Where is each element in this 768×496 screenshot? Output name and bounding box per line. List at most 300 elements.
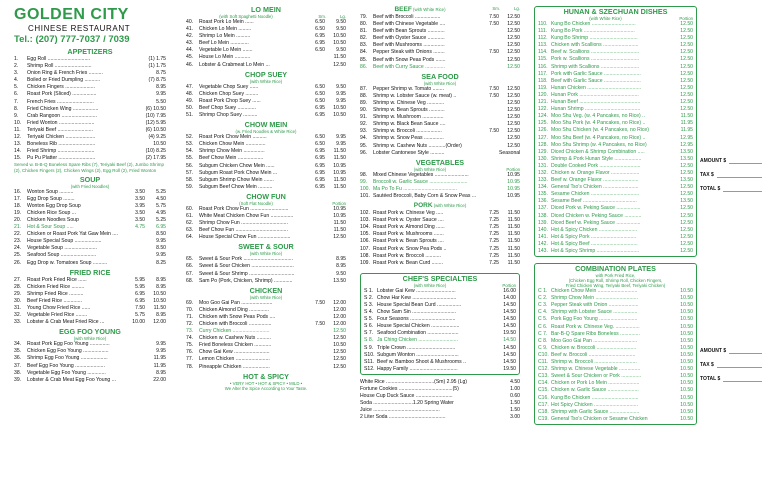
item-number: 110. xyxy=(538,21,548,27)
tax-line-top[interactable]: TAX $ xyxy=(700,164,762,178)
menu-item xyxy=(14,134,166,141)
item-number: 103. xyxy=(360,217,370,224)
item-price-small xyxy=(305,307,325,314)
menu-item xyxy=(186,98,346,105)
item-name: Pork w. Scallions .................................. xyxy=(551,56,640,63)
item-price-large: 11.50 xyxy=(507,210,520,217)
menu-item xyxy=(538,106,693,113)
item-price-large: 12.50 xyxy=(507,107,520,114)
item-price: 10.50 xyxy=(680,408,693,415)
item-number: C 3. xyxy=(538,302,548,309)
item-price-small: 5.75 xyxy=(135,312,145,319)
item-price: 14.50 xyxy=(503,358,516,365)
menu-item xyxy=(14,106,166,113)
item-name: Beef with Broccoli .................. xyxy=(373,14,441,20)
item-price: 12.50 xyxy=(680,248,693,254)
section-title-chicken: CHICKEN xyxy=(249,285,283,295)
menu-item xyxy=(186,349,346,356)
chow-fun-header: (Soft Flat Noodle) Portion xyxy=(239,200,346,206)
item-name: Moo Goo Gai Pan ............................... xyxy=(551,337,638,344)
item-name: Shrimp & Pork Hunan Style ................... xyxy=(551,155,642,162)
item-name: Double Cooked Pork ............................. xyxy=(551,162,641,169)
chefs-list xyxy=(364,288,516,373)
menu-item xyxy=(538,127,693,134)
item-name: Shrimp Lo Mein .......... xyxy=(199,33,251,40)
item-number: 63. xyxy=(186,227,194,234)
menu-item xyxy=(360,231,520,238)
item-price: 12.50 xyxy=(680,35,693,42)
item-price-large: 9.50 xyxy=(336,47,346,54)
menu-item xyxy=(538,113,693,120)
item-price-large: 11.50 xyxy=(333,176,346,183)
item-number: S11. xyxy=(364,358,375,365)
item-number: 84. xyxy=(360,49,368,56)
menu-item xyxy=(538,220,693,227)
item-name: Fried Shrimp .......................... xyxy=(27,148,95,155)
item-price: 12.50 xyxy=(680,212,693,219)
menu-item xyxy=(538,248,693,255)
item-price: 12.50 xyxy=(680,99,693,106)
item-number: C18. xyxy=(538,408,549,415)
vegetables-list xyxy=(360,172,520,200)
item-name: Chicken Fried Rice ......... xyxy=(27,283,85,290)
item-price-large: 12.00 xyxy=(153,319,166,326)
item-name: Chicken Chow Mein ............................ xyxy=(551,288,638,295)
chefs-specialties-box xyxy=(360,273,520,375)
menu-item xyxy=(538,56,693,63)
item-name: Hunan Pork .......................................... xyxy=(551,91,639,98)
item-name: Sesame Chicken .................................. xyxy=(551,191,640,198)
item-price-large: 12.00 xyxy=(333,299,346,306)
item-number: 81. xyxy=(360,28,368,35)
chow-mein-subtitle: (w. Fried Noodles & White Rice) xyxy=(235,129,297,135)
item-price: 12.50 xyxy=(680,219,693,226)
item-price-small: 7.25 xyxy=(489,252,499,259)
item-price: 10.95 xyxy=(507,178,520,185)
total-line-top[interactable]: TOTAL $ xyxy=(700,178,762,192)
item-price: 12.50 xyxy=(680,233,693,240)
item-number: 79. xyxy=(360,14,368,20)
item-price-large: 10.50 xyxy=(153,297,166,304)
item-price-small: 7.50 xyxy=(489,49,499,56)
menu-item xyxy=(538,163,693,170)
item-number: 41. xyxy=(186,26,194,33)
menu-item xyxy=(360,253,520,260)
item-name: Moo Shu Veg. (w. 4 Pancakes, no Rice) .. xyxy=(551,113,645,120)
menu-item xyxy=(360,172,520,179)
item-name: Roast Pork Lo Mein ...... xyxy=(199,19,254,25)
total-line-bottom[interactable]: TOTAL $ xyxy=(700,368,762,382)
section-title-sweet-sour: SWEET & SOUR xyxy=(238,242,294,252)
item-number: 23. xyxy=(14,238,22,245)
item-price-small: 7.25 xyxy=(489,231,499,238)
item-name: Chicken w. Cashew Nuts .......... xyxy=(199,335,271,342)
menu-item xyxy=(360,150,520,157)
item-name: Shrimp Chow Mein .............................. xyxy=(551,295,638,302)
item-price-small: 6.95 xyxy=(315,169,325,176)
menu-item xyxy=(14,348,166,355)
item-price: 10.50 xyxy=(680,288,693,295)
item-number: 90. xyxy=(360,107,368,114)
item-number: 27. xyxy=(14,276,22,283)
item-price-small: 10.00 xyxy=(132,319,145,326)
item-number: C13. xyxy=(538,373,549,380)
item-price-small xyxy=(305,349,325,356)
item-price: 1.50 xyxy=(510,400,520,407)
amount-line-top[interactable]: AMOUNT $ xyxy=(700,150,762,164)
item-name: Chicken w. Broccoli ............................ xyxy=(551,344,637,351)
menu-item xyxy=(14,231,166,238)
item-price-small xyxy=(305,314,325,321)
menu-item xyxy=(538,149,693,156)
hunan-box xyxy=(534,6,697,257)
item-name: Shrimp w. Chinese Veg ............ xyxy=(373,99,445,106)
item-name: Lemon Chicken ........................ xyxy=(199,356,270,363)
menu-item xyxy=(538,198,693,205)
item-price: 11.95 xyxy=(153,362,166,369)
chefs-header: (with White Rice) Portion xyxy=(413,282,516,288)
phone-number[interactable]: Tel.: (207) 777-7037 / 7039 xyxy=(14,34,130,45)
item-price-large: 12.50 xyxy=(333,349,346,356)
item-price-small: 6.95 xyxy=(315,176,325,183)
item-name: Shrimp Chop Suey .......... xyxy=(199,112,258,119)
item-price-large: 12.50 xyxy=(507,49,520,56)
item-name: Shrimp w. Bean Sprouts ........... xyxy=(373,107,445,114)
item-number: 36. xyxy=(14,355,22,362)
item-name: Egg Roll .............................. xyxy=(27,56,91,62)
item-name: Chow Sam Sin ............................... xyxy=(377,309,456,316)
item-price-small xyxy=(125,260,145,267)
menu-item xyxy=(186,335,346,342)
item-name: Juice ............................................... xyxy=(360,407,440,414)
item-number: C10. xyxy=(538,351,549,358)
item-number: 125. xyxy=(538,120,548,127)
item-name: Hunan Beef ........................................... xyxy=(551,99,641,106)
item-price: 10.50 xyxy=(680,316,693,323)
item-name: Kung Bo Shrimp .................................. xyxy=(551,35,638,42)
item-number: 8. xyxy=(14,105,19,112)
item-name: Mixed Chinese Vegetables ........................ xyxy=(373,171,469,178)
item-price: 11.95 xyxy=(153,355,166,362)
item-number: S 8. xyxy=(364,337,374,344)
menu-item xyxy=(360,386,520,393)
item-price-large: 5.75 xyxy=(156,202,166,209)
item-number: 35. xyxy=(14,348,22,355)
item-price-large: 12.50 xyxy=(507,14,520,20)
item-number: 132. xyxy=(538,169,548,176)
item-number: S 3. xyxy=(364,302,374,308)
menu-item xyxy=(14,210,166,217)
item-name: Hot Spicy Chicken ............................... xyxy=(551,401,638,408)
item-price-large: 9.95 xyxy=(156,252,166,259)
item-number: 52. xyxy=(186,134,194,141)
section-title-appetizers: APPETIZERS xyxy=(67,47,113,56)
item-name: Pork with Garlic Sauce .......................... xyxy=(551,70,641,77)
item-price-small xyxy=(125,231,145,238)
menu-item xyxy=(538,191,693,198)
item-name: White Meat Chicken Chow Fun ................ xyxy=(199,212,294,219)
item-number: S 6. xyxy=(364,323,374,330)
item-price-small: 3.50 xyxy=(135,188,145,195)
item-name: Chow Har Kew ............................... xyxy=(377,294,457,301)
item-name: House Special Chow Fun ....................... xyxy=(199,234,291,241)
menu-item xyxy=(186,40,346,47)
menu-item xyxy=(14,224,166,231)
item-price: 16.00 xyxy=(503,287,516,294)
amount-line-bottom[interactable]: AMOUNT $ xyxy=(700,340,762,354)
item-price-small: 6.95 xyxy=(315,162,325,169)
item-price-large: 10.50 xyxy=(153,290,166,297)
item-number: 138. xyxy=(538,212,548,219)
item-name: Diced Pork w. Peking Sauce ................. xyxy=(551,205,641,212)
item-name: Pepper Steak with Onion ..................... xyxy=(551,302,639,309)
menu-item xyxy=(186,364,346,371)
menu-item xyxy=(538,359,693,366)
item-number: C17. xyxy=(538,401,549,408)
menu-item xyxy=(186,19,346,26)
item-price: 5.50 xyxy=(156,98,166,105)
item-number: 6. xyxy=(14,91,19,98)
menu-item xyxy=(186,307,346,314)
item-price: 19.50 xyxy=(503,330,516,337)
item-name: Hot & Spicy Beef ................................. xyxy=(551,240,638,247)
menu-item xyxy=(14,312,166,319)
item-price: 12.95 xyxy=(680,141,693,148)
menu-item xyxy=(538,78,693,85)
menu-item xyxy=(186,170,346,177)
menu-item xyxy=(538,409,693,416)
item-price: (10) 8.25 xyxy=(145,148,166,155)
item-name: Chicken w. Orange Flavor .................... xyxy=(551,169,640,176)
item-number: 85. xyxy=(360,56,368,63)
item-number: 76. xyxy=(186,349,194,356)
menu-item xyxy=(538,352,693,359)
item-number: 39. xyxy=(14,376,22,383)
menu-item xyxy=(186,26,346,33)
menu-item xyxy=(538,309,693,316)
item-name: Onion Ring & French Fries .......... xyxy=(27,70,103,77)
menu-item xyxy=(538,49,693,56)
item-price-large: 4.95 xyxy=(156,209,166,216)
item-price: 4.50 xyxy=(510,378,520,385)
menu-item xyxy=(538,227,693,234)
item-price: 22.00 xyxy=(153,376,166,383)
menu-item xyxy=(364,366,516,373)
item-price-large: 8.95 xyxy=(156,276,166,283)
item-price: 12.50 xyxy=(680,162,693,169)
item-price-large: 10.95 xyxy=(333,162,346,169)
chow-mein-list xyxy=(186,134,346,191)
item-name: Triple Crown .................................. xyxy=(377,344,456,351)
item-price: 11.50 xyxy=(333,227,346,234)
section-title-chow-fun: CHOW FUN xyxy=(246,191,286,201)
item-number: 130. xyxy=(538,155,548,162)
item-price-large: 10.95 xyxy=(333,169,346,176)
menu-item xyxy=(360,193,520,200)
item-price: 13.50 xyxy=(333,277,346,284)
pork-list xyxy=(360,210,520,267)
menu-item xyxy=(14,245,166,252)
item-number: 98. xyxy=(360,171,368,178)
item-name: Moo Goo Gai Pan ...................... xyxy=(199,299,273,306)
item-price-small xyxy=(479,143,499,150)
menu-item xyxy=(364,302,516,309)
item-price-large: 11.50 xyxy=(507,217,520,224)
item-number: 128. xyxy=(538,141,548,148)
item-price: 12.50 xyxy=(680,42,693,49)
item-number: 113. xyxy=(538,42,548,49)
menu-item xyxy=(14,217,166,224)
item-name: General Tso's Chicken ......................... xyxy=(551,184,639,191)
item-number: 7. xyxy=(14,98,19,105)
item-price-small xyxy=(479,64,499,71)
item-number: 43. xyxy=(186,40,194,47)
menu-item xyxy=(538,213,693,220)
item-price-large: Seasonal xyxy=(499,149,520,156)
menu-item xyxy=(14,319,166,326)
item-price: 12.50 xyxy=(680,240,693,247)
item-name: Lobster Gai Kew ............................ xyxy=(377,287,456,294)
item-name: Roast Pork w. Chinese Veg. ................. xyxy=(551,323,640,330)
item-number: 46. xyxy=(186,61,194,68)
item-number: 33. xyxy=(14,319,22,326)
column-1 xyxy=(14,6,166,384)
item-number: 137. xyxy=(538,205,548,212)
menu-item xyxy=(14,298,166,305)
item-name: Roast Pork Chop Suey ...... xyxy=(199,97,261,104)
chop-suey-list xyxy=(186,84,346,119)
item-number: 58. xyxy=(186,176,194,183)
item-price-small xyxy=(479,57,499,64)
item-price-large: 12.50 xyxy=(507,92,520,99)
menu-item xyxy=(186,278,346,285)
item-price-large: 12.50 xyxy=(507,85,520,92)
item-number: 134. xyxy=(538,184,548,191)
item-number: 69. xyxy=(186,299,194,306)
item-number: 16. xyxy=(14,188,22,195)
item-price: 12.50 xyxy=(680,84,693,91)
item-price: 10.50 xyxy=(680,330,693,337)
menu-item xyxy=(538,331,693,338)
item-number: 73. xyxy=(186,328,194,335)
menu-item xyxy=(360,100,520,107)
menu-item xyxy=(538,42,693,49)
item-number: 108. xyxy=(360,252,370,259)
egg-foo-subtitle: (with White Rice) xyxy=(73,336,107,342)
column-2 xyxy=(186,6,346,391)
item-number: 38. xyxy=(14,369,22,376)
menu-item xyxy=(186,356,346,363)
menu-item xyxy=(538,177,693,184)
item-number: 77. xyxy=(186,356,194,363)
item-number: 53. xyxy=(186,141,194,148)
item-number: 115. xyxy=(538,56,548,63)
menu-item xyxy=(364,337,516,344)
menu-item xyxy=(360,179,520,186)
menu-item xyxy=(364,309,516,316)
item-price-large: 11.50 xyxy=(333,148,346,155)
item-price: 8.95 xyxy=(336,256,346,263)
item-price-small xyxy=(125,238,145,245)
item-name: Hot & Spicy Chicken ........................... xyxy=(551,226,638,233)
menu-item xyxy=(364,330,516,337)
lo-mein-list xyxy=(186,19,346,69)
menu-item xyxy=(360,93,520,100)
menu-item xyxy=(186,321,346,328)
item-name: Shrimp with Scallions ........................... xyxy=(551,63,640,70)
item-price-large: 12.50 xyxy=(333,356,346,363)
item-price-large: 12.00 xyxy=(333,321,346,327)
item-price: (4) 9.25 xyxy=(148,134,166,141)
menu-item xyxy=(14,370,166,377)
item-price-large: 12.50 xyxy=(507,128,520,135)
item-number: 141. xyxy=(538,233,548,240)
menu-item xyxy=(186,342,346,349)
item-number: 34. xyxy=(14,341,22,348)
item-price: (10) 7.95 xyxy=(145,112,166,119)
item-price: 9.95 xyxy=(156,341,166,348)
item-name: Beef w. Orange Flavor ......................... xyxy=(551,177,639,184)
item-price-small: 6.50 xyxy=(315,83,325,90)
sweet-sour-subtitle: (with White Rice) xyxy=(249,251,283,257)
item-number: 118. xyxy=(538,77,548,84)
item-number: C 6. xyxy=(538,323,548,330)
menu-item xyxy=(538,21,693,28)
combo-sub-2: (Chicken Egg Roll, Shrimp Roll, Chicken Fingers, xyxy=(568,278,663,284)
menu-item xyxy=(186,328,346,335)
appetizers-list xyxy=(14,56,166,162)
item-price: 11.95 xyxy=(680,120,693,127)
item-number: S 9. xyxy=(364,344,374,351)
menu-item xyxy=(360,64,520,71)
menu-item xyxy=(364,359,516,366)
item-number: 117. xyxy=(538,70,548,77)
item-name: House Special Chicken .................... xyxy=(377,323,460,330)
menu-item xyxy=(538,366,693,373)
item-number: 25. xyxy=(14,252,22,259)
item-price: 11.95 xyxy=(680,127,693,134)
item-number: 30. xyxy=(14,297,22,304)
item-price-large: 9.50 xyxy=(336,19,346,25)
item-number: 9. xyxy=(14,112,19,119)
item-number: 17. xyxy=(14,195,22,202)
item-name: Teriyaki Beef ......................... xyxy=(27,126,93,133)
menu-item xyxy=(538,416,693,423)
item-name: Roast Pork Fried Rice ...... xyxy=(27,276,87,283)
menu-item xyxy=(538,241,693,248)
item-number: C19. xyxy=(538,415,549,422)
item-number: 55. xyxy=(186,155,194,162)
section-title-hot-spicy: HOT & SPICY xyxy=(243,371,289,381)
item-price-large: 9.50 xyxy=(336,26,346,33)
menu-item xyxy=(360,49,520,56)
item-price-large: 11.50 xyxy=(333,183,346,190)
item-number: 50. xyxy=(186,104,194,111)
menu-item xyxy=(14,113,166,120)
item-price: 11.50 xyxy=(333,220,346,227)
menu-item xyxy=(364,323,516,330)
item-price-large: 9.95 xyxy=(336,134,346,141)
item-price-small: 6.95 xyxy=(315,155,325,162)
item-price-small: 7.25 xyxy=(489,210,499,217)
lo-mein-header: (with Soft Spaghetti Noodle) Sm. Lg. xyxy=(219,14,346,19)
item-name: Hot & Sour Soup ..... xyxy=(27,224,74,231)
menu-item xyxy=(538,380,693,387)
tax-line-bottom[interactable]: TAX $ xyxy=(700,354,762,368)
sea-food-list xyxy=(360,86,520,157)
item-name: Roast Pork Chow Fun ........................... xyxy=(199,205,289,212)
item-price-small: 7.25 xyxy=(489,217,499,224)
